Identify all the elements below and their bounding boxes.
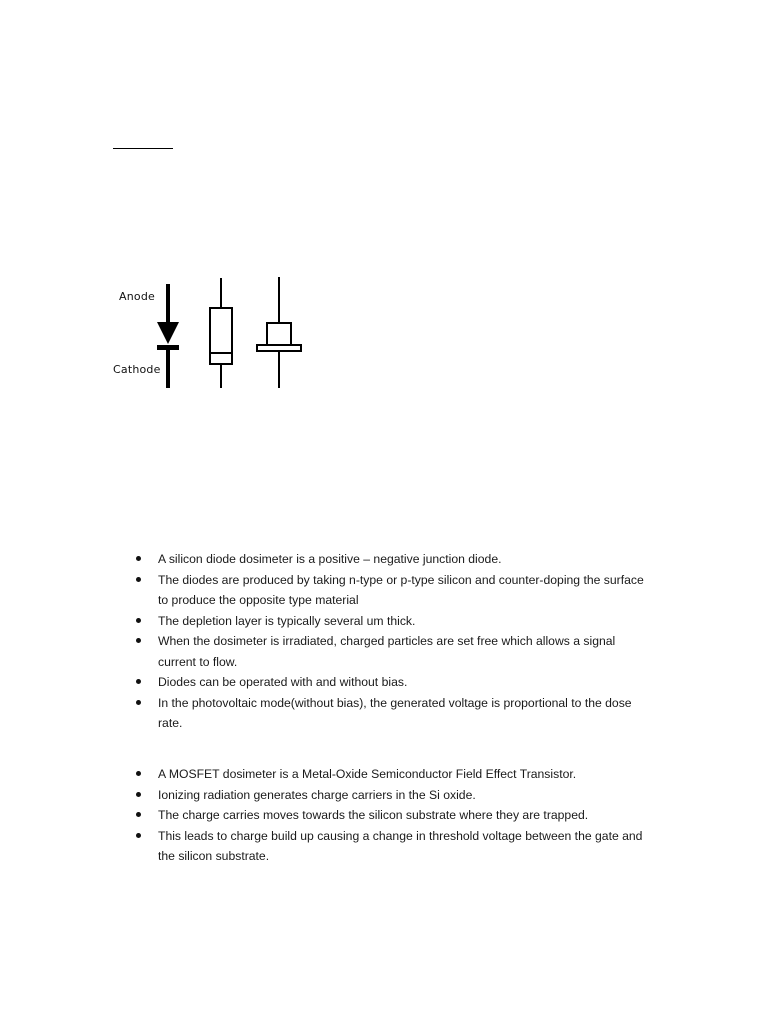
bullet-icon xyxy=(136,577,141,582)
mosfet-bullet-list xyxy=(135,764,645,867)
mosfet-package-icon xyxy=(257,277,301,388)
bullet-icon xyxy=(136,812,141,817)
anode-label: Anode xyxy=(119,290,155,303)
heading-underline xyxy=(113,148,173,149)
list-item: Diodes can be operated with and without bias. xyxy=(135,672,645,693)
bullet-icon xyxy=(136,792,141,797)
bullet-icon xyxy=(136,771,141,776)
list-item: The diodes are produced by taking n-type or p-type silicon and counter-doping the surface to produce the opposite type material xyxy=(135,570,645,611)
bullet-icon xyxy=(136,638,141,643)
list-item: A silicon diode dosimeter is a positive – negative junction diode. xyxy=(135,549,645,570)
bullet-icon xyxy=(136,700,141,705)
bullet-icon xyxy=(136,556,141,561)
list-item: This leads to charge build up causing a change in threshold voltage between the gate and the silicon substrate. xyxy=(135,826,645,867)
list-item: The charge carries moves towards the silicon substrate where they are trapped. xyxy=(135,805,645,826)
bullet-icon xyxy=(136,833,141,838)
cathode-label: Cathode xyxy=(113,363,161,376)
list-item: A MOSFET dosimeter is a Metal-Oxide Semiconductor Field Effect Transistor. xyxy=(135,764,645,785)
bullet-icon xyxy=(136,618,141,623)
list-item: Ionizing radiation generates charge carriers in the Si oxide. xyxy=(135,785,645,806)
diode-package-icon xyxy=(210,278,232,388)
bullet-icon xyxy=(136,679,141,684)
list-item: When the dosimeter is irradiated, charged particles are set free which allows a signal current to flow. xyxy=(135,631,645,672)
diode-bullet-list xyxy=(135,549,645,734)
list-item: In the photovoltaic mode(without bias), the generated voltage is proportional to the dose rate. xyxy=(135,693,645,734)
list-item: The depletion layer is typically several um thick. xyxy=(135,611,645,632)
